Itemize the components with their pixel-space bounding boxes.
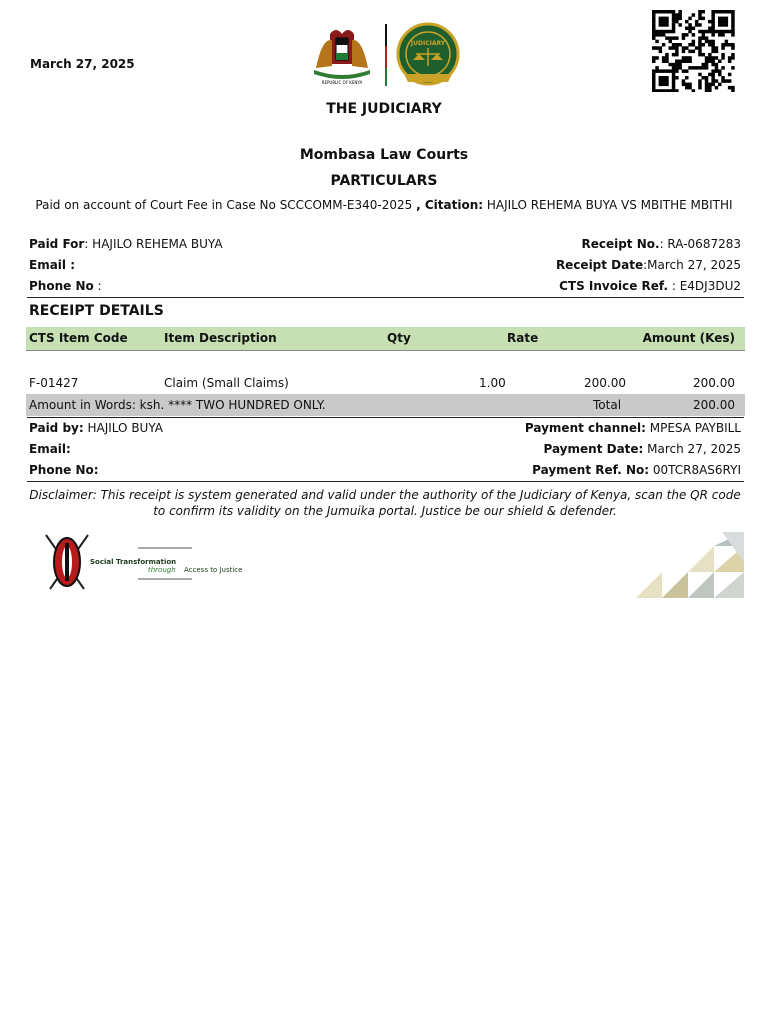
kenya-coat-of-arms-icon [314,30,370,85]
column-header: Qty [387,331,411,345]
citation: HAJILO REHEMA BUYA VS MBITHE MBITHI [486,198,733,212]
citation-label: , Citation: [416,198,484,212]
payment-channel: MPESA PAYBILL [645,421,741,435]
column-header: Amount (Kes) [642,331,735,345]
divider [27,297,744,298]
payment-phone-label: Phone No: [29,463,99,477]
receipt-number: : RA-0687283 [659,237,741,251]
receipt-date: :March 27, 2025 [643,258,741,272]
email-label: Email : [29,258,76,272]
column-header: Item Description [164,331,277,345]
svg-text:through: through [148,566,176,574]
particulars-heading: PARTICULARS [330,173,438,189]
payment-date: March 27, 2025 [643,442,741,456]
decorative-triangles [626,532,744,598]
item-rate: 200.00 [584,376,626,390]
disclaimer: Disclaimer: This receipt is system generated and valid under the authority of the Judiciary of Kenya, scan the QR code to confirm its validity on the Jumuika portal. Justice be our shield & defender. [29,488,741,518]
payment-ref: 00TCR8AS6RYI [649,463,741,477]
table-header [26,327,745,351]
svg-text:JUDICIARY: JUDICIARY [410,40,446,47]
case-number: SCCCOMM-E340-2025 [279,198,413,212]
item-description: Claim (Small Claims) [164,376,289,390]
email-row: Email : Receipt Date:March 27, 2025 [29,258,741,272]
svg-text:Access to Justice: Access to Justice [184,566,243,574]
divider [27,481,744,482]
paid-by-value: HAJILO BUYA [83,421,163,435]
receipt-print-date: March 27, 2025 [30,57,135,71]
paid-by-row: Paid by: HAJILO BUYA Payment channel: MPESA PAYBILL [29,421,741,435]
payment-email-label: Email: [29,442,71,456]
qr-code[interactable] [652,10,738,92]
table-row [26,372,745,392]
court-name: Mombasa Law Courts [299,147,469,163]
paid-for-value: : HAJILO REHEMA BUYA [84,237,223,251]
payment-phone-row: Phone No: Payment Ref. No: 00TCR8AS6RYI [29,463,741,477]
item-code: F-01427 [29,376,79,390]
paid-on-account-line: Paid on account of Court Fee in Case No SCCCOMM-E340-2025 , Citation: HAJILO REHEMA BUYA VS MBITHE MBITHI [35,198,733,212]
paid-for-row: Paid For: HAJILO REHEMA BUYA Receipt No.: RA-0687283 [29,237,741,251]
phone-label: Phone No [29,279,94,293]
phone-row: Phone No : CTS Invoice Ref. : E4DJ3DU2 [29,279,741,293]
svg-text:REPUBLIC OF KENYA: REPUBLIC OF KENYA [321,80,363,85]
judiciary-logos [308,20,468,92]
total-label: Total [593,398,622,412]
receipt-details-heading: RECEIPT DETAILS [29,303,164,319]
footer-slogan-logo [44,533,264,591]
amount-in-words: Amount in Words: ksh. **** TWO HUNDRED ONLY. [29,398,326,412]
divider [27,417,744,418]
amount-in-words-row [26,394,745,416]
payment-email-row: Email: Payment Date: March 27, 2025 [29,442,741,456]
svg-text:Social Transformation: Social Transformation [90,558,177,566]
item-qty: 1.00 [479,376,506,390]
total-amount: 200.00 [693,398,735,412]
column-header: Rate [507,331,539,345]
cts-invoice-ref: : E4DJ3DU2 [668,279,741,293]
judiciary-badge-icon [398,24,458,84]
maasai-shield-icon [46,535,88,589]
item-amount: 200.00 [693,376,735,390]
page-title: THE JUDICIARY [326,101,442,117]
column-header: CTS Item Code [29,331,128,345]
